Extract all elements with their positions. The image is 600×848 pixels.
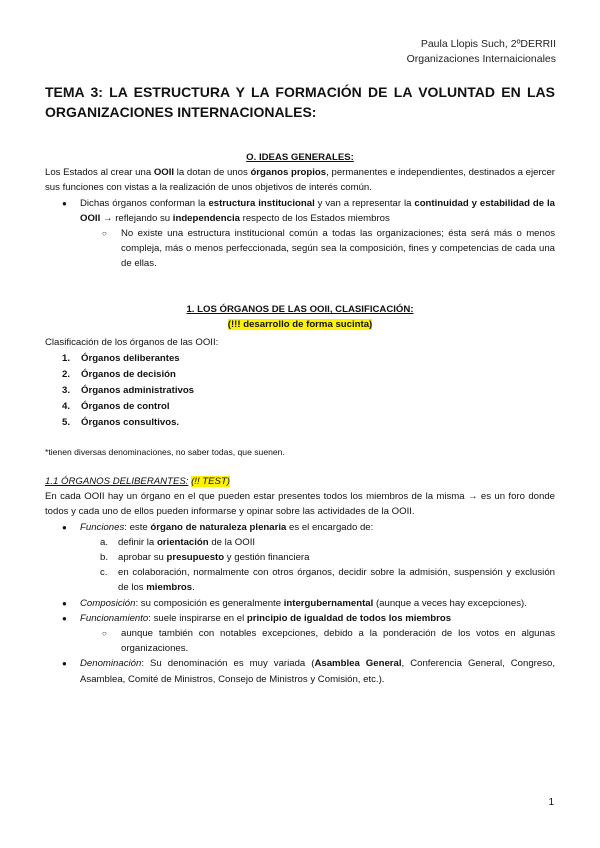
highlight-note: (!!! desarrollo de forma sucinta) xyxy=(227,319,373,331)
bullet-icon: ● xyxy=(62,659,67,669)
bullet-item-composicion: ● Composición: su composición es generalmente intergubernamental (aunque a veces hay excepciones). xyxy=(45,596,555,611)
bullet-item: ● Dichas órganos conforman la estructura institucional y van a representar la continuidad y estabilidad de la OOII → reflejando su independencia respecto de los Estados miembros xyxy=(62,197,556,224)
list-item: 5. Órganos consultivos. xyxy=(62,417,180,429)
section-organos-clasificacion xyxy=(45,302,555,460)
section-organos-deliberantes xyxy=(45,474,555,687)
footnote: *tienen diversas denominaciones, no saber todas, que suenen. xyxy=(45,446,285,457)
list-item: 3. Órganos administrativos xyxy=(62,385,195,397)
bullet-icon: ● xyxy=(62,522,67,532)
hollow-bullet-icon: ○ xyxy=(102,229,107,239)
paragraph: Clasificación de los órganos de las OOII: xyxy=(45,337,219,349)
bullet-icon: ● xyxy=(62,598,67,608)
header-subject: Organizaciones Internaicionales xyxy=(406,53,556,65)
bullet-icon: ● xyxy=(62,198,67,208)
hollow-bullet-icon: ○ xyxy=(102,629,107,639)
test-tag: (!! TEST) xyxy=(191,476,230,487)
section-heading: 1.1 ÓRGANOS DELIBERANTES: xyxy=(45,476,189,487)
document-title: TEMA 3: LA ESTRUCTURA Y LA FORMACIÓN DE LA VOLUNTAD EN LAS ORGANIZACIONES INTERNACIONALES: xyxy=(45,84,555,120)
section-ideas-generales xyxy=(45,150,555,272)
bullet-item-funciones: ● Funciones: este órgano de naturaleza plenaria es el encargado de: xyxy=(45,520,555,535)
bullet-item-denominacion: ● Denominación: Su denominación es muy variada (Asamblea General, Conferencia General, Congreso, Asamblea, Comité de Ministros, Consejo de Ministros y Comisión, etc.). xyxy=(62,658,556,685)
section-heading: O. IDEAS GENERALES: xyxy=(246,152,354,163)
header-author: Paula Llopis Such, 2ºDERRII xyxy=(420,38,556,50)
list-item: 4. Órganos de control xyxy=(62,401,170,413)
page-header xyxy=(407,37,556,67)
sub-list-item: b. aprobar su presupuesto y gestión financiera xyxy=(100,552,310,564)
bullet-item-funcionamiento: ● Funcionamiento: suele inspirarse en el principio de igualdad de todos los miembros xyxy=(45,611,555,626)
page-number: 1 xyxy=(548,797,554,808)
paragraph: En cada OOII hay un órgano en el que pueden estar presentes todos los miembros de la misma → es un foro donde todos y cada uno de ellos pueden informarse y opinar sobre las actividades de la OOII. xyxy=(45,491,555,518)
list-item: 1. Órganos deliberantes xyxy=(62,352,180,364)
sub-list-item: a. definir la orientación de la OOII xyxy=(100,536,256,548)
sub-bullet-item: ○ aunque también con notables excepciones, debido a la ponderación de los votos en algunas organizaciones. xyxy=(102,628,555,655)
list-item: 2. Órganos de decisión xyxy=(62,368,176,380)
sub-bullet-item: ○ No existe una estructura institucional común a todas las organizaciones; ésta será más o menos compleja, más o menos perfeccionada, según sea la composición, fines y competencias de cada una de ellas. xyxy=(102,228,555,270)
paragraph: Los Estados al crear una OOII la dotan de unos órganos propios, permanentes e independientes, destinados a ejercer sus funciones con vistas a la realización de unos objetivos de interés común. xyxy=(45,167,555,194)
section-heading: 1. LOS ÓRGANOS DE LAS OOII, CLASIFICACIÓN: xyxy=(186,304,414,315)
bullet-icon: ● xyxy=(62,613,67,623)
sub-list-item: c. en colaboración, normalmente con otros órganos, decidir sobre la admisión, suspensión y exclusión de los miembros. xyxy=(100,567,555,594)
